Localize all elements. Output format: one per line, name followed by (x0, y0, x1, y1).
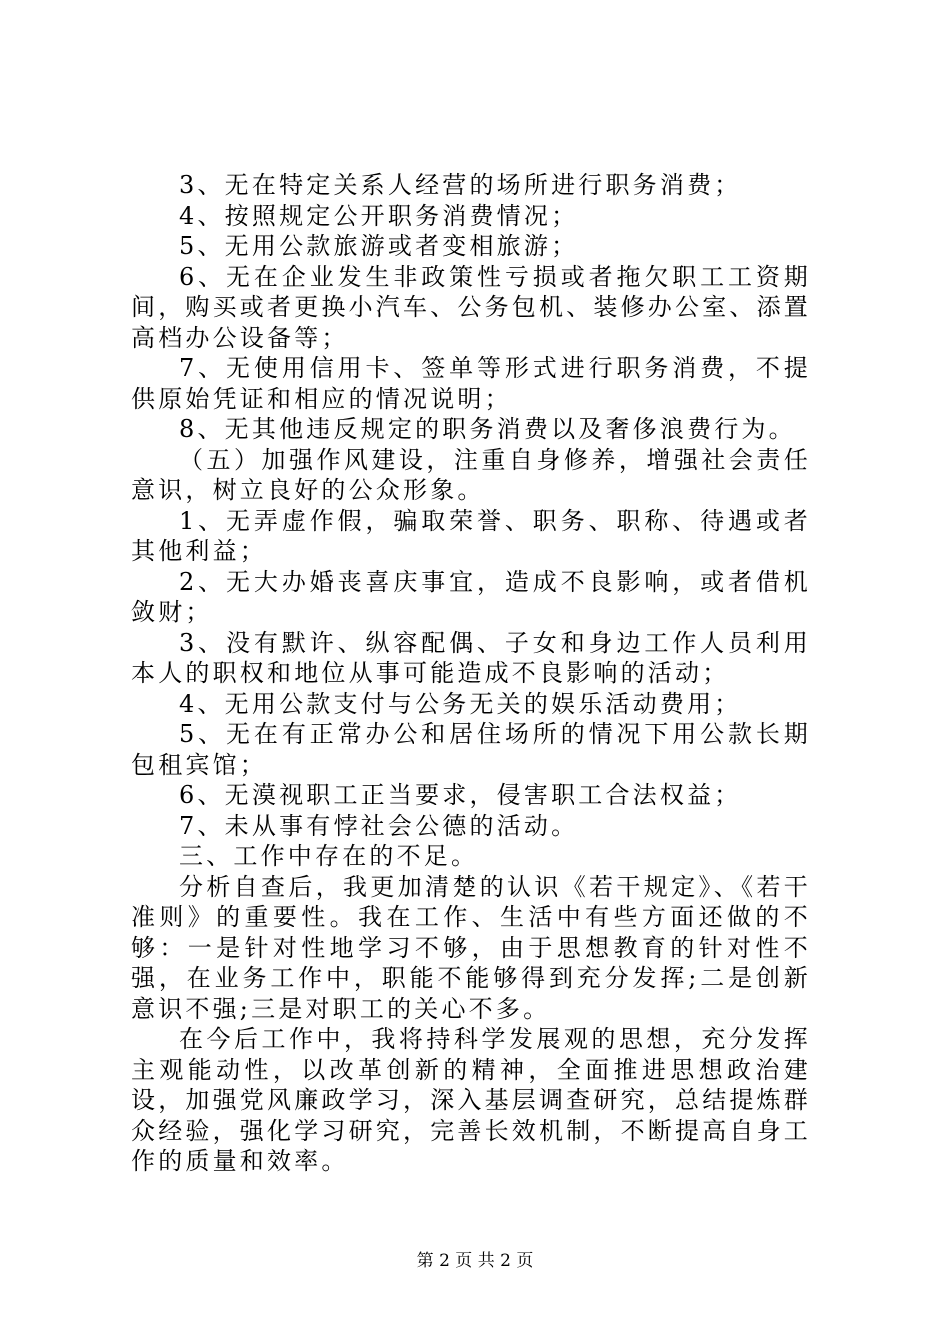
paragraph: 6、无在企业发生非政策性亏损或者拖欠职工工资期间，购买或者更换小汽车、公务包机、装修办公室、添置高档办公设备等； (131, 262, 811, 352)
document-body (131, 170, 811, 1177)
paragraph: 2、无大办婚丧喜庆事宜，造成不良影响，或者借机敛财； (131, 567, 811, 626)
paragraph: 在今后工作中，我将持科学发展观的思想，充分发挥主观能动性，以改革创新的精神，全面推进思想政治建设，加强党风廉政学习，深入基层调查研究，总结提炼群众经验，强化学习研究，完善长效机制，不断提高自身工作的质量和效率。 (131, 1025, 811, 1175)
paragraph: 3、没有默许、纵容配偶、子女和身边工作人员利用本人的职权和地位从事可能造成不良影响的活动； (131, 628, 811, 687)
paragraph: 4、无用公款支付与公务无关的娱乐活动费用； (179, 689, 742, 718)
paragraph: 3、无在特定关系人经营的场所进行职务消费； (179, 171, 742, 199)
section-heading: （五）加强作风建设，注重自身修养，增强社会责任意识，树立良好的公众形象。 (131, 445, 811, 504)
paragraph: 6、无漠视职工正当要求，侵害职工合法权益； (179, 781, 742, 809)
paragraph: 7、未从事有悖社会公德的活动。 (179, 811, 579, 840)
page-number-footer: 第 2 页 共 2 页 (416, 1251, 534, 1271)
paragraph: 1、无弄虚作假，骗取荣誉、职务、职称、待遇或者其他利益； (131, 506, 811, 565)
paragraph: 分析自查后，我更加清楚的认识《若干规定》、《若干准则》的重要性。我在工作、生活中有些方面还做的不够：一是针对性地学习不够，由于思想教育的针对性不强，在业务工作中，职能不能够得到充分发挥;二是创新意识不强;三是对职工的关心不多。 (131, 872, 811, 1023)
paragraph: 7、无使用信用卡、签单等形式进行职务消费，不提供原始凭证和相应的情况说明； (131, 354, 811, 413)
paragraph: 5、无在有正常办公和居住场所的情况下用公款长期包租宾馆； (131, 720, 811, 779)
paragraph: 4、按照规定公开职务消费情况； (179, 201, 579, 230)
paragraph: 8、无其他违反规定的职务消费以及奢侈浪费行为。 (179, 415, 796, 443)
paragraph: 5、无用公款旅游或者变相旅游； (179, 232, 579, 260)
section-heading: 三、工作中存在的不足。 (179, 842, 479, 870)
